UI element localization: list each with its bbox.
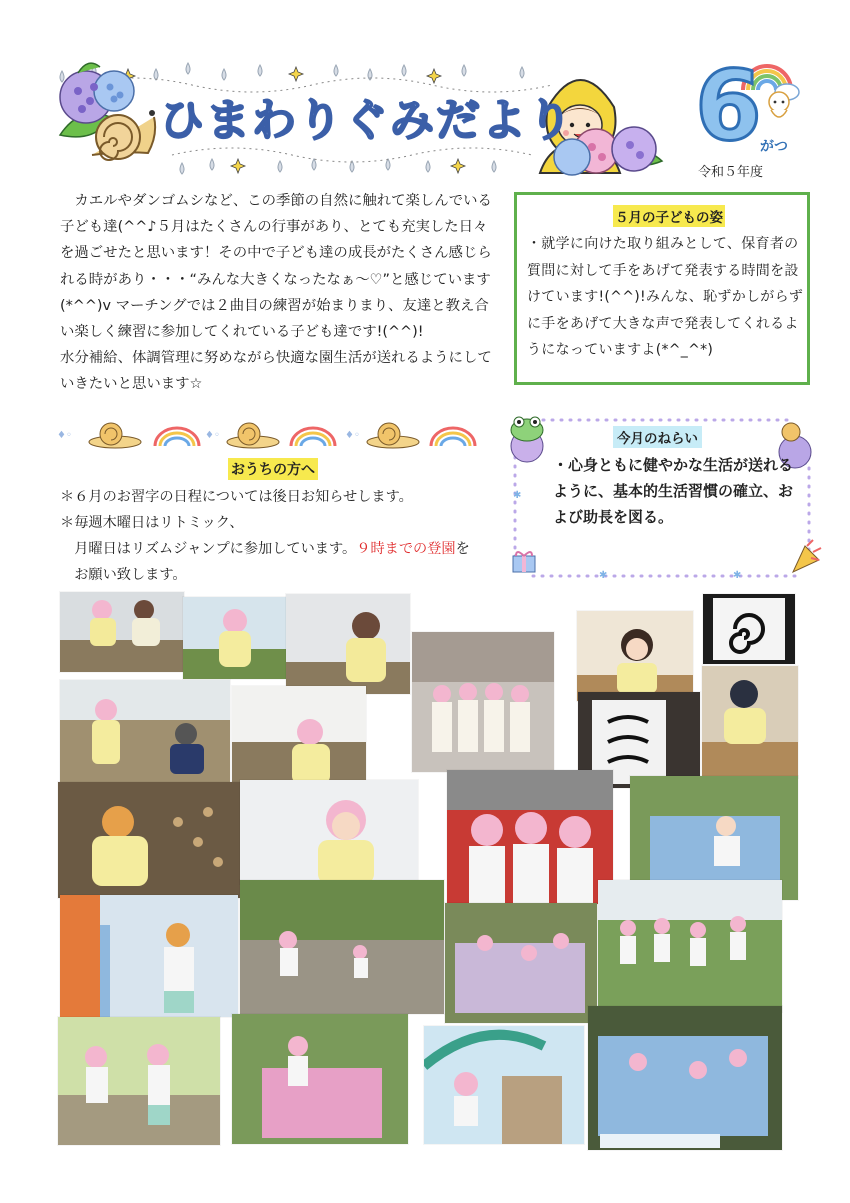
photo-fire-truck-kids xyxy=(447,770,613,904)
parents-notice-body xyxy=(60,484,500,588)
notice-item: ＊毎週木曜日はリトミック、 xyxy=(60,515,244,531)
snail-rainbow-divider xyxy=(55,418,485,450)
intro-message xyxy=(60,188,500,398)
photo-child-holding-potato xyxy=(286,594,410,694)
photo-boy-calligraphy xyxy=(702,666,798,778)
arrival-deadline-highlight: ９時までの登園 xyxy=(356,541,456,557)
photo-field-child xyxy=(183,597,287,679)
photo-picnic-sheet xyxy=(232,1014,408,1144)
monthly-aim-body: ・心身ともに健やかな生活が送れるように、基本的生活習慣の確立、および助長を図る。 xyxy=(553,456,794,526)
photo-kids-lawn xyxy=(598,880,782,1012)
fiscal-year-label: 令和５年度 xyxy=(698,165,764,180)
intro-paragraph: カエルやダンゴムシなど、この季節の自然に触れて楽しんでいる子ども達(^^♪５月はたくさんの行事があり、とても充実した日々を過ごせたと思います！その中で子ども達の成長がたくさん感じられる時があり・・・“みんな大きくなったなぁ～♡”と感じています(*^^)v マーチングでは２曲目の練習が始まりまり、友達と教え合い楽しく練習に参加してくれている子ども達です!(^^)! xyxy=(60,193,492,341)
photo-potato-digging xyxy=(60,592,184,672)
svg-text:✱: ✱ xyxy=(513,490,522,501)
svg-text:♦◦: ♦◦ xyxy=(345,430,360,441)
photo-park-walk xyxy=(240,880,444,1014)
children-status-box xyxy=(514,192,810,385)
monthly-aim-title: 今月のねらい xyxy=(613,426,702,448)
teru-teru-bozu-icon xyxy=(765,90,793,124)
photo-two-girls-park xyxy=(58,1017,220,1145)
photo-playground-slide xyxy=(60,895,238,1017)
intro-paragraph: 水分補給、体調管理に努めながら快適な園生活が送れるようにしていきたいと思います☆ xyxy=(60,350,492,393)
photo-lunch-on-mats xyxy=(588,1006,782,1150)
svg-text:✱: ✱ xyxy=(733,570,742,581)
photo-calligraphy-paper xyxy=(703,594,795,664)
photo-smiling-boy xyxy=(240,780,418,884)
children-status-body: ・就学に向けた取り組みとして、保育者の質問に対して手をあげて発表する時間を設けています!(^^)!みんな、恥ずかしがらずに手をあげて大きな声で発表してくれるようになっていますよ(*^_^*) xyxy=(527,236,804,358)
photo-picnic-group xyxy=(445,903,597,1023)
month-number: 6 xyxy=(695,50,762,162)
photo-girl-potatoes xyxy=(58,782,240,898)
photo-girl-field xyxy=(60,680,230,790)
notice-item: ＊６月のお習字の日程については後日お知らせします。 xyxy=(60,489,413,505)
svg-text:♦◦: ♦◦ xyxy=(57,430,72,441)
photo-climbing-structure xyxy=(424,1026,584,1144)
newsletter-title: ひまわりぐみだより xyxy=(160,95,574,146)
photo-calligraphy-girl xyxy=(577,611,693,701)
month-suffix: がつ xyxy=(760,139,788,155)
photo-child-gloves xyxy=(232,686,366,790)
children-status-title: ５月の子どもの姿 xyxy=(613,205,725,227)
photo-children-lined-up xyxy=(412,632,554,772)
notice-item: お願い致します。 xyxy=(60,567,187,583)
parents-notice-title: おうちの方へ xyxy=(228,458,318,480)
notice-item: 月曜日はリズムジャンプに参加しています。９時までの登園を xyxy=(60,541,470,557)
svg-text:✱: ✱ xyxy=(599,570,608,581)
svg-text:♦◦: ♦◦ xyxy=(205,430,220,441)
